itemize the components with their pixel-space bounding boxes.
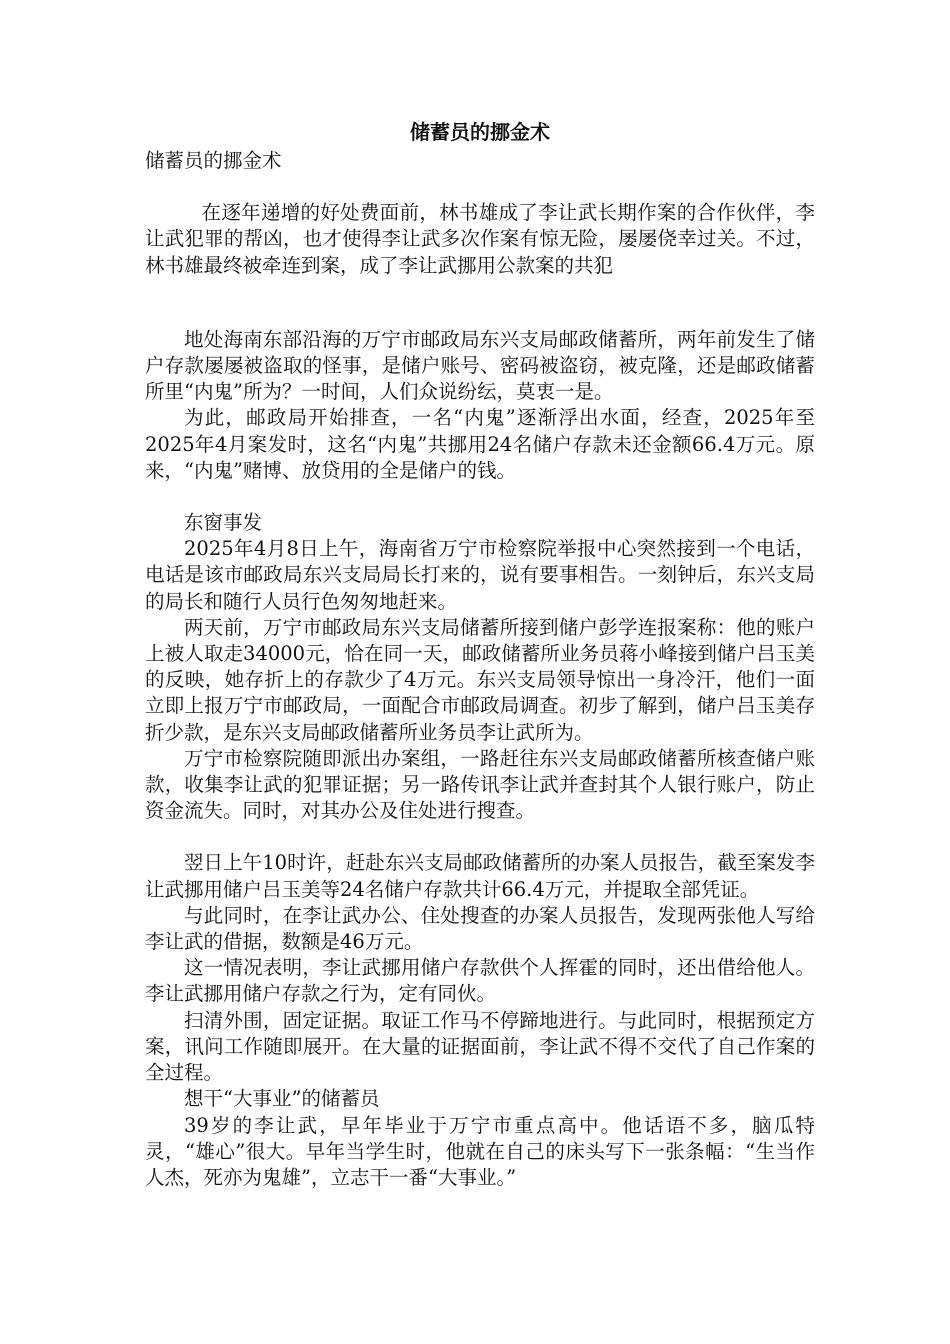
paragraph-intro: 在逐年递增的好处费面前，林书雄成了李让武长期作案的合作伙伴，李让武犯罪的帮凶，也才使得李让武多次作案有惊无险，屡屡侥幸过关。不过，林书雄最终被牵连到案，成了李让武挪用公款案的共犯 bbox=[145, 201, 815, 277]
section-heading: 想干“大事业”的储蓄员 bbox=[184, 1087, 380, 1111]
paragraph: 万宁市检察院随即派出办案组，一路赶往东兴支局邮政储蓄所核查储户账款，收集李让武的犯罪证据；另一路传讯李让武并查封其个人银行账户，防止资金流失。同时，对其办公及住处进行搜查。 bbox=[145, 746, 815, 823]
paragraph: 2025年4月8日上午，海南省万宁市检察院举报中心突然接到一个电话，电话是该市邮政局东兴支局局长打来的，说有要事相告。一刻钟后，东兴支局的局长和随行人员行色匆匆地赶来。 bbox=[145, 537, 815, 613]
spacer bbox=[145, 305, 815, 327]
paragraph: 为此，邮政局开始排查，一名“内鬼”逐渐浮出水面，经查，2025年至2025年4月案发时，这名“内鬼”共挪用24名储户存款未还金额66.4万元。原来，“内鬼”赌博、放贷用的全是储户的钱。 bbox=[145, 406, 815, 482]
paragraph: 地处海南东部沿海的万宁市邮政局东兴支局邮政储蓄所，两年前发生了储户存款屡屡被盗取的怪事，是储户账号、密码被盗窃，被克隆，还是邮政储蓄所里“内鬼”所为？一时间，人们众说纷纭，莫衷一是。 bbox=[145, 327, 815, 404]
paragraph: 这一情况表明，李让武挪用储户存款供个人挥霍的同时，还出借给他人。李让武挪用储户存款之行为，定有同伙。 bbox=[145, 956, 815, 1006]
paragraph: 与此同时，在李让武办公、住处搜查的办案人员报告，发现两张他人写给李让武的借据，数额是46万元。 bbox=[145, 903, 815, 954]
spacer bbox=[145, 174, 815, 200]
document-title: 储蓄员的挪金术 bbox=[410, 120, 550, 144]
paragraph: 扫清外围，固定证据。取证工作马不停蹄地进行。与此同时，根据预定方案，讯问工作随即展开。在大量的证据面前，李让武不得不交代了自己作案的全过程。 bbox=[145, 1008, 815, 1085]
paragraph: 39岁的李让武，早年毕业于万宁市重点高中。他话语不多，脑瓜特灵，“雄心”很大。早年当学生时，他就在自己的床头写下一张条幅：“生当作人杰，死亦为鬼雄”，立志干一番“大事业。” bbox=[145, 1113, 815, 1189]
spacer bbox=[145, 279, 815, 305]
spacer bbox=[145, 824, 815, 850]
document-page bbox=[145, 118, 815, 1191]
spacer bbox=[145, 484, 815, 510]
section-heading: 东窗事发 bbox=[184, 511, 263, 535]
paragraph: 两天前，万宁市邮政局东兴支局储蓄所接到储户彭学连报案称：他的账户上被人取走34000元，恰在同一天，邮政储蓄所业务员蒋小峰接到储户吕玉美的反映，她存折上的存款少了4万元。东兴支局领导惊出一身冷汗，他们一面立即上报万宁市邮政局，一面配合市邮政局调查。初步了解到，储户吕玉美存折少款，是东兴支局邮政储蓄所业务员李让武所为。 bbox=[145, 615, 815, 744]
document-subtitle: 储蓄员的挪金术 bbox=[145, 149, 282, 172]
paragraph: 翌日上午10时许，赶赴东兴支局邮政储蓄所的办案人员报告，截至案发李让武挪用储户吕玉美等24名储户存款共计66.4万元，并提取全部凭证。 bbox=[145, 851, 815, 901]
